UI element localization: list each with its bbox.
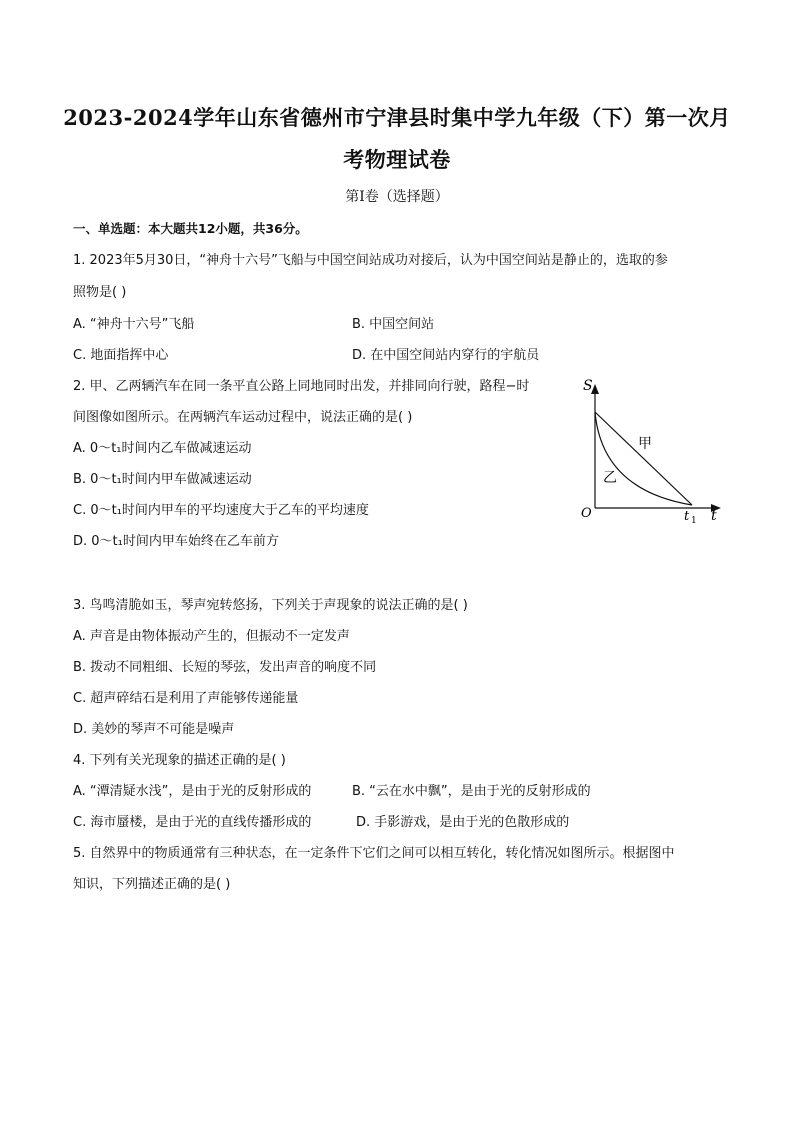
q2-option-c: C. 0～t₁时间内甲车的平均速度大于乙车的平均速度 — [73, 503, 369, 518]
q5-stem-line1: 5. 自然界中的物质通常有三种状态，在一定条件下它们之间可以相互转化，转化情况如图所示。根据图中 — [73, 846, 675, 861]
q3-stem-line1: 3. 鸟鸣清脆如玉，琴声宛转悠扬，下列关于声现象的说法正确的是( ) — [73, 598, 468, 613]
y-axis-label: S — [583, 378, 593, 394]
origin-label: O — [581, 506, 592, 521]
t1-label: t — [684, 509, 690, 524]
q5-stem-line2: 知识，下列描述正确的是( ) — [73, 877, 231, 892]
q2-stem-line1: 2. 甲、乙两辆汽车在同一条平直公路上同地同时出发，并排同向行驶，路程−时 — [73, 379, 530, 394]
q1-option-a: A. “神舟十六号”飞船 — [73, 317, 195, 332]
q3-option-a: A. 声音是由物体振动产生的，但振动不一定发声 — [73, 629, 350, 644]
q3-option-d: D. 美妙的琴声不可能是噪声 — [73, 722, 235, 737]
q2-option-d: D. 0～t₁时间内甲车始终在乙车前方 — [73, 534, 279, 549]
q4-option-b: B. “云在水中飘”，是由于光的反射形成的 — [352, 784, 591, 799]
q4-option-a: A. “潭清疑水浅”，是由于光的反射形成的 — [73, 784, 312, 799]
distance-time-graph — [570, 372, 730, 527]
q1-option-c: C. 地面指挥中心 — [73, 348, 169, 363]
q1-stem-line2: 照物是( ) — [73, 285, 127, 300]
volume-subtitle: 第Ⅰ卷（选择题） — [345, 189, 449, 205]
q3-option-c: C. 超声碎结石是利用了声能够传递能量 — [73, 691, 299, 706]
q4-option-c: C. 海市蜃楼，是由于光的直线传播形成的 — [73, 815, 312, 830]
q2-option-b: B. 0～t₁时间内甲车做减速运动 — [73, 472, 252, 487]
label-yi: 乙 — [603, 470, 617, 486]
exam-title-line1: 2023-2024学年山东省德州市宁津县时集中学九年级（下）第一次月 — [63, 105, 731, 130]
t1-subscript: 1 — [691, 516, 697, 526]
q2-option-a: A. 0～t₁时间内乙车做减速运动 — [73, 441, 252, 456]
q4-option-d: D. 手影游戏，是由于光的色散形成的 — [356, 815, 570, 830]
section-heading: 一、单选题：本大题共12小题，共36分。 — [73, 221, 308, 236]
q2-stem-line2: 间图像如图所示。在两辆汽车运动过程中，说法正确的是( ) — [73, 410, 413, 425]
q1-option-d: D. 在中国空间站内穿行的宇航员 — [352, 348, 540, 363]
q4-stem-line1: 4. 下列有关光现象的描述正确的是( ) — [73, 753, 286, 768]
exam-title-line2: 考物理试卷 — [343, 147, 451, 172]
label-jia: 甲 — [638, 436, 652, 452]
q1-stem-line1: 1. 2023年5月30日，“神舟十六号”飞船与中国空间站成功对接后，认为中国空间站是静止的，选取的参 — [73, 253, 668, 268]
x-axis-label: t — [711, 508, 717, 524]
q3-option-b: B. 拨动不同粗细、长短的琴弦，发出声音的响度不同 — [73, 660, 377, 675]
q1-option-b: B. 中国空间站 — [352, 317, 435, 332]
